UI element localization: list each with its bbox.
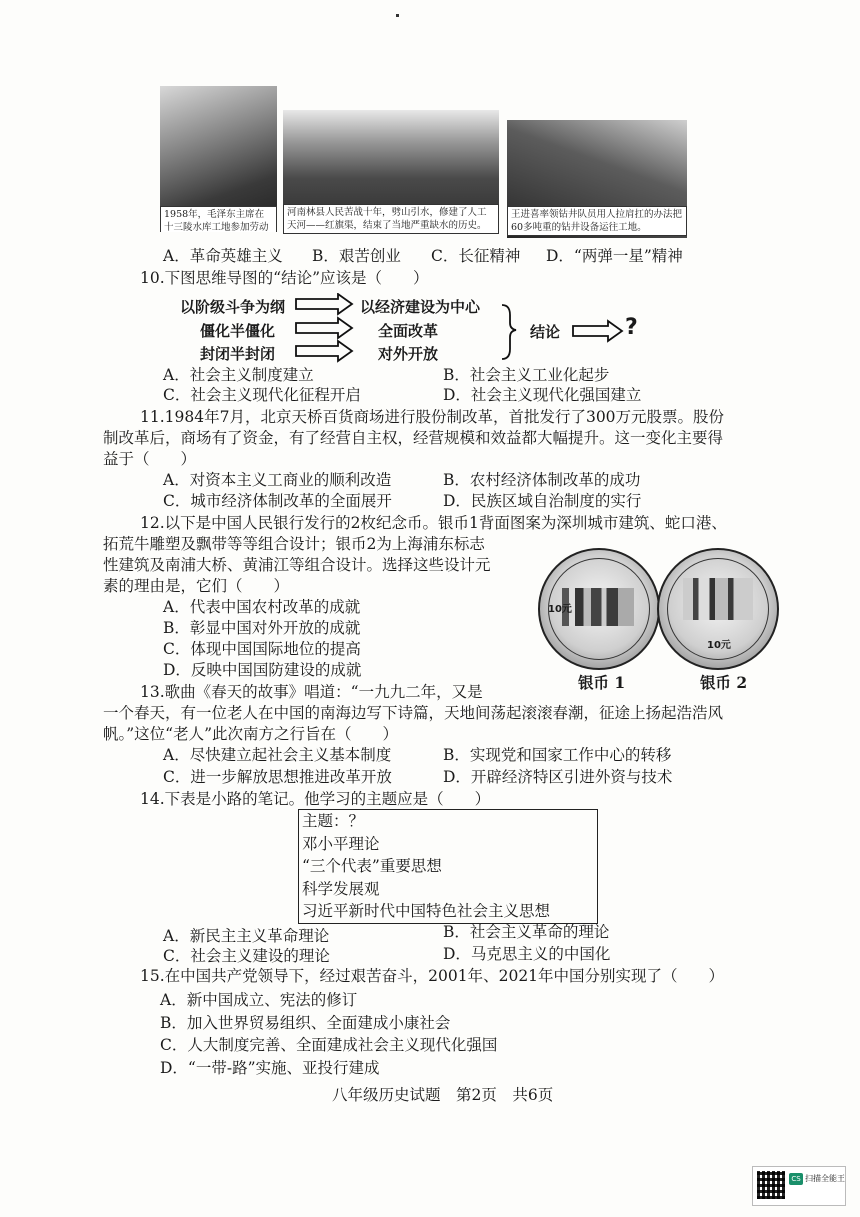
photo-caption: 河南林县人民苦战十年，劈山引水，修建了人工天河——红旗渠，结束了当地严重缺水的历史。 <box>283 204 499 234</box>
mindmap-left-2: 僵化半僵化 <box>200 322 276 340</box>
notes-box <box>298 809 598 924</box>
q14-stem: 14.下表是小路的笔记。他学习的主题应是（ ） <box>140 790 491 808</box>
q11-stem-line: 制改革后，商场有了资金，有了经营自主权，经营规模和效益都大幅提升。这一变化主要得 <box>103 429 724 447</box>
silver-coin-1 <box>538 548 660 670</box>
q12-stem-line: 12.以下是中国人民银行发行的2枚纪念币。银币1背面图案为深圳城市建筑、蛇口港、 <box>140 514 727 532</box>
mindmap-left-1: 以阶级斗争为纲 <box>180 298 286 316</box>
q15-option-c: C．人大制度完善、全面建成社会主义现代化强国 <box>160 1036 498 1054</box>
q10-option-a: A．社会主义制度建立 <box>163 366 314 384</box>
coin-label-1: 银币 1 <box>578 673 626 692</box>
q11-option-a: A．对资本主义工商业的顺利改造 <box>163 471 392 489</box>
notes-item: 邓小平理论 <box>302 834 380 853</box>
scanner-watermark <box>752 1166 846 1206</box>
q13-option-c: C．进一步解放思想推进改革开放 <box>163 768 392 786</box>
mindmap-left-3: 封闭半封闭 <box>200 345 276 363</box>
page-footer: 八年级历史试题 第2页 共6页 <box>332 1086 554 1104</box>
q9-option-b: B．艰苦创业 <box>312 247 401 265</box>
q15-option-b: B．加入世界贸易组织、全面建成小康社会 <box>160 1014 451 1032</box>
q10-stem: 10.下图思维导图的“结论”应该是（ ） <box>140 269 429 287</box>
notes-item: 科学发展观 <box>302 879 380 898</box>
photo-wang-jinxi <box>507 120 687 238</box>
q11-stem-line: 11.1984年7月，北京天桥百货商场进行股份制改革，首批发行了300万元股票。股份 <box>140 408 725 426</box>
q12-stem-line: 素的理由是，它们（ ） <box>103 577 290 595</box>
q15-option-d: D．“一带-路”实施、亚投行建成 <box>160 1059 380 1077</box>
mindmap-right-3: 对外开放 <box>378 345 439 363</box>
notes-topic: 主题：？ <box>302 812 365 830</box>
photo-shisanling-reservoir <box>160 86 277 232</box>
mindmap-right-1: 以经济建设为中心 <box>360 298 481 316</box>
q13-option-a: A．尽快建立起社会主义基本制度 <box>163 746 392 764</box>
q14-option-c: C．社会主义建设的理论 <box>163 947 330 965</box>
mindmap-right-2: 全面改革 <box>378 322 439 340</box>
q10-option-c: C．社会主义现代化征程开启 <box>163 386 361 404</box>
coin-skyline <box>562 588 634 626</box>
photo-caption: 1958年，毛泽东主席在十三陵水库工地参加劳动 <box>160 206 277 232</box>
q13-option-d: D．开辟经济特区引进外资与技术 <box>443 768 673 786</box>
q15-option-a: A．新中国成立、宪法的修订 <box>160 991 358 1009</box>
mindmap-question-mark: ? <box>625 315 638 340</box>
mindmap-conclusion: 结论 <box>530 323 561 341</box>
coin-skyline <box>683 578 753 620</box>
q12-option-d: D．反映中国国防建设的成就 <box>163 661 362 679</box>
q11-option-d: D．民族区域自治制度的实行 <box>443 492 642 510</box>
q10-option-b: B．社会主义工业化起步 <box>443 366 610 384</box>
qr-code-icon <box>757 1171 785 1199</box>
q14-option-a: A．新民主主义革命理论 <box>163 927 330 945</box>
q12-option-b: B．彰显中国对外开放的成就 <box>163 619 361 637</box>
q11-stem-line: 益于（ ） <box>103 450 197 468</box>
q12-option-c: C．体现中国国际地位的提高 <box>163 640 361 658</box>
q13-stem-line: 一个春天，有一位老人在中国的南海边写下诗篇，天地间荡起滚滚春潮，征途上扬起浩浩风 <box>103 704 724 722</box>
q9-option-d: D．“两弹一星”精神 <box>546 247 683 265</box>
q10-option-d: D．社会主义现代化强国建立 <box>443 386 642 404</box>
q15-stem: 15.在中国共产党领导下，经过艰苦奋斗，2001年、2021年中国分别实现了（ ） <box>140 967 725 985</box>
q12-stem-line: 性建筑及南浦大桥、黄浦江等组合设计。选择这些设计元 <box>103 556 491 574</box>
q14-option-d: D．马克思主义的中国化 <box>443 945 611 963</box>
photo-hongqi-canal <box>283 110 499 234</box>
q13-option-b: B．实现党和国家工作中心的转移 <box>443 746 672 764</box>
margin-mark <box>396 14 399 17</box>
scanner-badge-icon: CS <box>789 1173 803 1185</box>
notes-item: “三个代表”重要思想 <box>302 857 442 875</box>
coin-label-2: 银币 2 <box>700 673 748 692</box>
q12-stem-line: 拓荒牛雕塑及飘带等等组合设计；银币2为上海浦东标志 <box>103 535 485 553</box>
q11-option-b: B．农村经济体制改革的成功 <box>443 471 641 489</box>
q12-option-a: A．代表中国农村改革的成就 <box>163 598 361 616</box>
q11-option-c: C．城市经济体制改革的全面展开 <box>163 492 392 510</box>
q13-stem-line: 帆。”这位“老人”此次南方之行旨在（ ） <box>103 725 399 743</box>
q9-option-a: A．革命英雄主义 <box>163 247 283 265</box>
notes-item: 习近平新时代中国特色社会主义思想 <box>302 902 551 920</box>
photo-caption: 王进喜率领钻井队员用人拉肩扛的办法把60多吨重的钻井设备运往工地。 <box>507 206 687 236</box>
q14-option-b: B．社会主义革命的理论 <box>443 923 610 941</box>
q13-stem-line: 13.歌曲《春天的故事》唱道：“一九九二年，又是 <box>140 683 483 701</box>
scanner-name: 扫描全能王 <box>805 1174 845 1183</box>
coin-value: 10元 <box>707 640 731 651</box>
silver-coin-2 <box>657 548 779 670</box>
q9-option-c: C．长征精神 <box>431 247 521 265</box>
coin-value: 10元 <box>548 604 572 615</box>
